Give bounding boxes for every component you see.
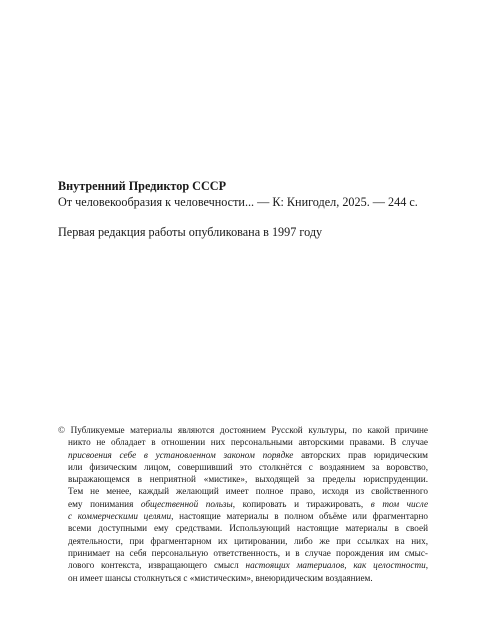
italic-phrase: общественной пользы — [140, 498, 233, 509]
italic-phrase: настоящих материалов, как целостности — [245, 560, 426, 571]
copyright-line: деятельности, при фрагментарном их цитировании, либо же при ссылках на них, — [68, 535, 428, 546]
copyright-line — [58, 559, 428, 571]
italic-phrase: присвоения себе в установленном законом порядке — [68, 449, 294, 460]
copyright-line — [58, 449, 428, 461]
copyright-text: , копировать и тиражировать, — [232, 498, 371, 509]
copyright-line — [58, 498, 428, 510]
bibliographic-record — [58, 178, 458, 210]
copyright-text: авторских прав юридическим — [293, 449, 428, 460]
italic-phrase: с коммерческими целями — [68, 511, 172, 522]
copyright-text: лового контекста, извращающего смысл — [68, 560, 246, 571]
italic-phrase: в том числе — [370, 498, 429, 509]
copyright-text: ему понимания — [68, 498, 141, 509]
copyright-line: принимает на себя персональную ответственность, и в случае порождения им смыс- — [68, 547, 428, 558]
copyright-line: он имеет шансы столкнуться с «мистическим», внеюридическим воздаянием. — [68, 572, 373, 583]
edition-note: Первая редакция работы опубликована в 1997 году — [58, 225, 323, 239]
copyright-text: , — [425, 560, 428, 571]
copyright-line: всеми доступными ему средствами. Использующий настоящие материалы в своей — [68, 523, 428, 534]
copyright-notice — [58, 424, 428, 584]
copyright-line — [58, 510, 428, 522]
bibliographic-citation: От человекообразия к человечности... — К: Книгодел, 2025. — 244 с. — [58, 195, 418, 209]
copyright-line: © Публикуемые материалы являются достоянием Русской культуры, по какой причине — [58, 425, 428, 435]
copyright-line: Тем не менее, каждый желающий имеет полное право, исходя из свойственного — [68, 486, 428, 497]
copyright-line: или физическим лицом, совершивший это столкнётся с воздаянием за воровство, — [68, 461, 428, 472]
author-name: Внутренний Предиктор СССР — [58, 179, 227, 193]
copyright-line: выражающемся в неприятной «мистике», выходящей за пределы юриспруденции. — [68, 474, 428, 485]
copyright-line: никто не обладает в отношении них персональными авторскими правами. В случае — [68, 437, 428, 448]
copyright-text: , настоящие материалы в полном объёме или фрагментарно — [171, 511, 428, 522]
